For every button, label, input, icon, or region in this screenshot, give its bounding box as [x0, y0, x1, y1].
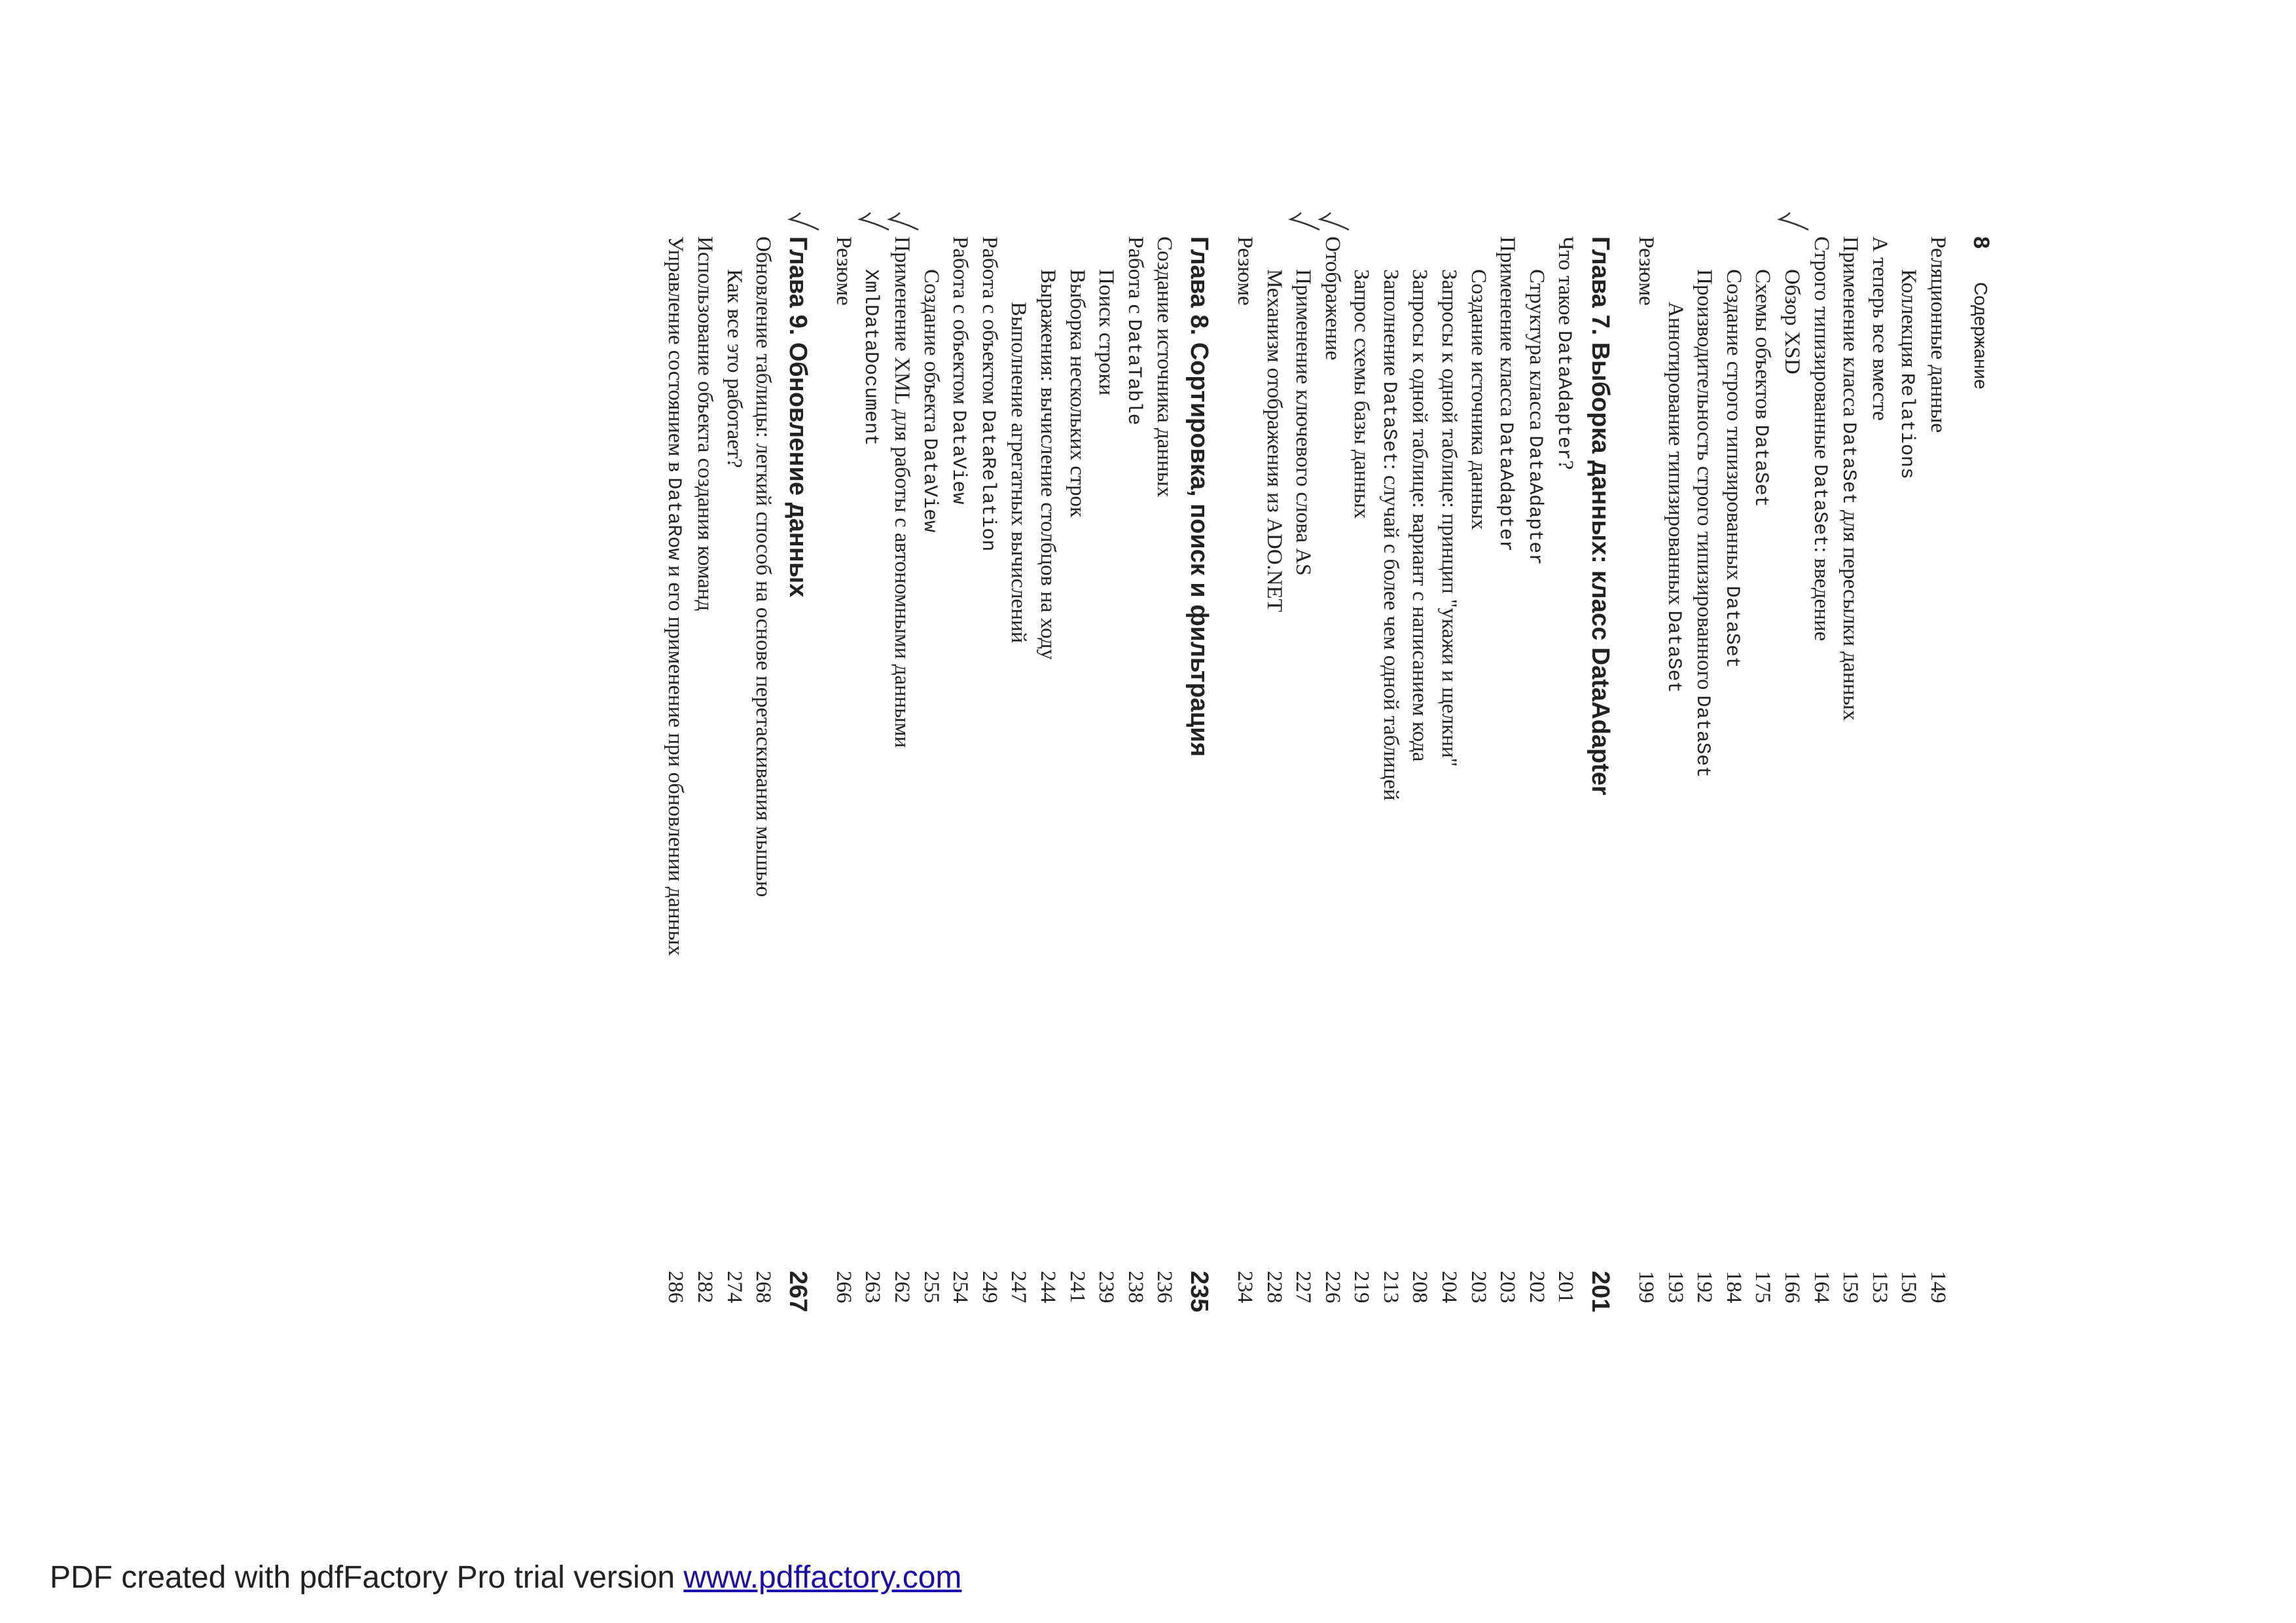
- toc-entry-title: Обзор XSD: [1780, 269, 1804, 374]
- toc-entry-page: 241: [1065, 1271, 1089, 1304]
- toc-entry-page: 227: [1291, 1271, 1316, 1304]
- toc-entry-title: Создание источника данных: [1466, 269, 1490, 530]
- toc-entry: [1120, 236, 1149, 1349]
- toc-entry: [1718, 236, 1748, 1349]
- toc-entry-title: Использование объекта создания команд: [693, 236, 717, 611]
- toc-entry: [1062, 236, 1091, 1349]
- toc-entry: [1317, 236, 1346, 1349]
- toc-entry-page: 201: [1587, 1271, 1615, 1313]
- toc-entry-title: Управление состоянием в DataRow и его применение при обновлении данных: [662, 236, 688, 956]
- handwritten-check-mark-icon: [857, 211, 890, 231]
- toc-entry-page: 236: [1153, 1271, 1177, 1304]
- toc-entry-page: 213: [1378, 1271, 1403, 1304]
- toc-entry-page: 153: [1867, 1271, 1892, 1304]
- toc-entry: [1032, 236, 1062, 1349]
- toc-entry-page: 274: [722, 1271, 746, 1304]
- toc-entry-title: Создание источника данных: [1153, 236, 1177, 498]
- toc-entry: [1835, 236, 1865, 1349]
- toc-entry: [1259, 236, 1288, 1349]
- toc-entry: [857, 236, 887, 1349]
- toc-entry-title: XmlDataDocument: [859, 269, 882, 447]
- toc-entry: [1463, 236, 1492, 1349]
- toc-entry: [719, 236, 748, 1349]
- toc-entry: [1346, 236, 1376, 1349]
- toc-entry: [945, 236, 975, 1349]
- toc-entry-title: Схемы объектов DataSet: [1749, 269, 1775, 507]
- toc-entry-page: 166: [1780, 1271, 1804, 1304]
- toc-entry-page: 282: [693, 1271, 717, 1304]
- toc-entry: [1776, 236, 1806, 1349]
- toc-entry-page: 203: [1466, 1271, 1490, 1304]
- toc-entry-page: 202: [1524, 1271, 1549, 1304]
- pdf-footer: [50, 1559, 961, 1596]
- footer-text: PDF created with pdfFactory Pro trial version: [50, 1560, 684, 1595]
- toc-entry: [1864, 236, 1893, 1349]
- toc-entry-title: Запросы к одной таблице: вариант с написанием кода: [1408, 269, 1432, 762]
- toc-entry: [1689, 236, 1719, 1349]
- toc-entry-page: 208: [1408, 1271, 1432, 1304]
- page-header: [1954, 236, 1994, 1349]
- toc-entry: [1922, 236, 1952, 1349]
- toc-entry: [1434, 236, 1463, 1349]
- toc-entry-page: 150: [1897, 1271, 1921, 1304]
- toc-entry-page: 239: [1094, 1271, 1119, 1304]
- toc-entry-page: 226: [1320, 1271, 1344, 1304]
- toc-entry-title: Работа с объектом DataView: [947, 236, 973, 505]
- toc-entry: [748, 236, 778, 1349]
- toc-entry: [1091, 236, 1121, 1349]
- toc-entry-title: Работа с DataTable: [1122, 236, 1147, 426]
- toc-entry-title: Выборка нескольких строк: [1065, 269, 1089, 518]
- toc-entry-title: Выполнение агрегатных вычислений: [1007, 302, 1031, 644]
- pdffactory-link[interactable]: www.pdffactory.com: [683, 1560, 962, 1595]
- toc-entry-page: 204: [1437, 1271, 1462, 1304]
- toc-entry-title: Структура класса DataAdapter: [1523, 269, 1549, 566]
- toc-entry: [1630, 236, 1660, 1349]
- toc-entry-page: 149: [1926, 1271, 1950, 1304]
- toc-entry: [689, 236, 719, 1349]
- handwritten-check-mark-icon: [1318, 211, 1350, 231]
- toc-entry-page: 201: [1554, 1271, 1578, 1304]
- toc-entry: [660, 236, 690, 1349]
- toc-entry-title: Запрос схемы базы данных: [1350, 269, 1374, 519]
- toc-entry: [974, 236, 1003, 1349]
- toc-entry-title: Выражения: вычисление столбцов на ходу: [1035, 269, 1060, 660]
- toc-entry-title: Применение ключевого слова AS: [1291, 269, 1316, 576]
- toc-entry-page: 254: [948, 1271, 973, 1304]
- toc-entry-page: 238: [1123, 1271, 1147, 1304]
- toc-entry: [1893, 236, 1923, 1349]
- running-head: Содержание: [1971, 282, 1991, 390]
- toc-entry-page: 184: [1721, 1271, 1746, 1304]
- toc-entry: [1375, 236, 1405, 1349]
- toc-entry-page: 255: [919, 1271, 943, 1304]
- toc-entry-page: 267: [784, 1271, 812, 1313]
- toc-entry-page: 262: [890, 1271, 914, 1304]
- toc-entry-page: 164: [1809, 1271, 1833, 1304]
- handwritten-check-mark-icon: [1777, 211, 1810, 231]
- toc-entry-title: Отображение: [1320, 236, 1344, 361]
- toc-entry: [1551, 236, 1580, 1349]
- toc-entry: [1405, 236, 1434, 1349]
- toc-entry-page: 193: [1663, 1271, 1687, 1304]
- toc-entry-title: Глава 9. Обновление данных: [784, 236, 812, 598]
- toc-entry-title: Механизм отображения из ADO.NET: [1262, 269, 1286, 612]
- toc-entry-title: Работа с объектом DataRelation: [976, 236, 1001, 552]
- handwritten-check-mark-icon: [887, 211, 920, 231]
- toc-entry: [1521, 236, 1551, 1349]
- toc-entry-title: Реляционные данные: [1926, 236, 1950, 433]
- toc-entry-page: 199: [1634, 1271, 1659, 1304]
- toc-entry-page: 268: [751, 1271, 776, 1304]
- page-number: 8: [1969, 236, 1994, 249]
- handwritten-check-mark-icon: [1288, 211, 1321, 231]
- toc-entry-title: Запросы к одной таблице: принцип "укажи и щелкни": [1437, 269, 1462, 767]
- toc-entry-title: Глава 7. Выборка данных: класс DataAdapter: [1587, 236, 1615, 795]
- toc-entry-title: Обновление таблицы: легкий способ на основе перетаскивания мышью: [751, 236, 776, 898]
- toc-entry-title: Применение класса DataAdapter: [1494, 236, 1520, 552]
- toc-entry-title: Производительность строго типизированного DataSet: [1691, 269, 1717, 778]
- toc-entry-page: 175: [1751, 1271, 1775, 1304]
- chapter-heading-row: [777, 236, 816, 1349]
- toc-entry: [1149, 236, 1179, 1349]
- toc-entry-title: Резюме: [831, 236, 855, 306]
- toc-entry-title: Коллекция Relations: [1895, 269, 1921, 479]
- toc-entry-page: 266: [831, 1271, 855, 1304]
- toc-entry: [1288, 236, 1318, 1349]
- toc-entry-title: Резюме: [1232, 236, 1257, 306]
- toc-entry-title: Заполнение DataSet: случай с более чем одной таблицей: [1377, 269, 1403, 801]
- toc-entry-page: 159: [1839, 1271, 1863, 1304]
- toc-entry-title: Резюме: [1634, 236, 1659, 306]
- toc-entry-page: 235: [1185, 1271, 1213, 1313]
- toc-entry-title: Применение XML для работы с автономными данными: [890, 236, 914, 748]
- toc-entry: [1660, 236, 1689, 1349]
- toc-entry-page: 192: [1693, 1271, 1717, 1304]
- toc-entry-title: Строго типизированные DataSet: введение: [1808, 236, 1833, 642]
- rotated-book-page: [318, 236, 1994, 1349]
- toc-entry-title: Глава 8. Сортировка, поиск и фильтрация: [1185, 236, 1213, 757]
- toc-entry-title: Создание строго типизированных DataSet: [1720, 269, 1746, 668]
- handwritten-check-mark-icon: [787, 211, 820, 231]
- toc-entry: [1748, 236, 1777, 1349]
- chapter-heading-row: [1579, 236, 1619, 1349]
- toc-entry-title: А теперь все вместе: [1867, 236, 1892, 421]
- toc-entry: [1806, 236, 1835, 1349]
- toc-entry-title: Аннотирование типизированных DataSet: [1662, 302, 1687, 693]
- toc-entry-title: Что такое DataAdapter?: [1552, 236, 1578, 470]
- toc-entry-page: 263: [861, 1271, 885, 1304]
- toc-entry: [1003, 236, 1033, 1349]
- table-of-contents: [660, 236, 1952, 1349]
- toc-entry-page: 203: [1496, 1271, 1520, 1304]
- toc-entry-page: 228: [1262, 1271, 1286, 1304]
- toc-entry-page: 247: [1007, 1271, 1031, 1304]
- chapter-heading-row: [1178, 236, 1217, 1349]
- toc-entry-page: 234: [1232, 1271, 1257, 1304]
- toc-entry-page: 219: [1350, 1271, 1374, 1304]
- toc-entry-title: Создание объекта DataView: [918, 269, 943, 533]
- toc-entry: [828, 236, 857, 1349]
- toc-entry-title: Поиск строки: [1094, 269, 1119, 396]
- toc-entry-page: 244: [1035, 1271, 1060, 1304]
- toc-entry-page: 249: [977, 1271, 1001, 1304]
- toc-entry-page: 286: [664, 1271, 688, 1304]
- toc-entry: [1492, 236, 1522, 1349]
- toc-entry: [1229, 236, 1259, 1349]
- toc-entry-title: Как все это работает?: [722, 269, 746, 468]
- toc-entry: [886, 236, 916, 1349]
- toc-entry-title: Применение класса DataSet для пересылки данных: [1837, 236, 1863, 721]
- toc-entry: [916, 236, 945, 1349]
